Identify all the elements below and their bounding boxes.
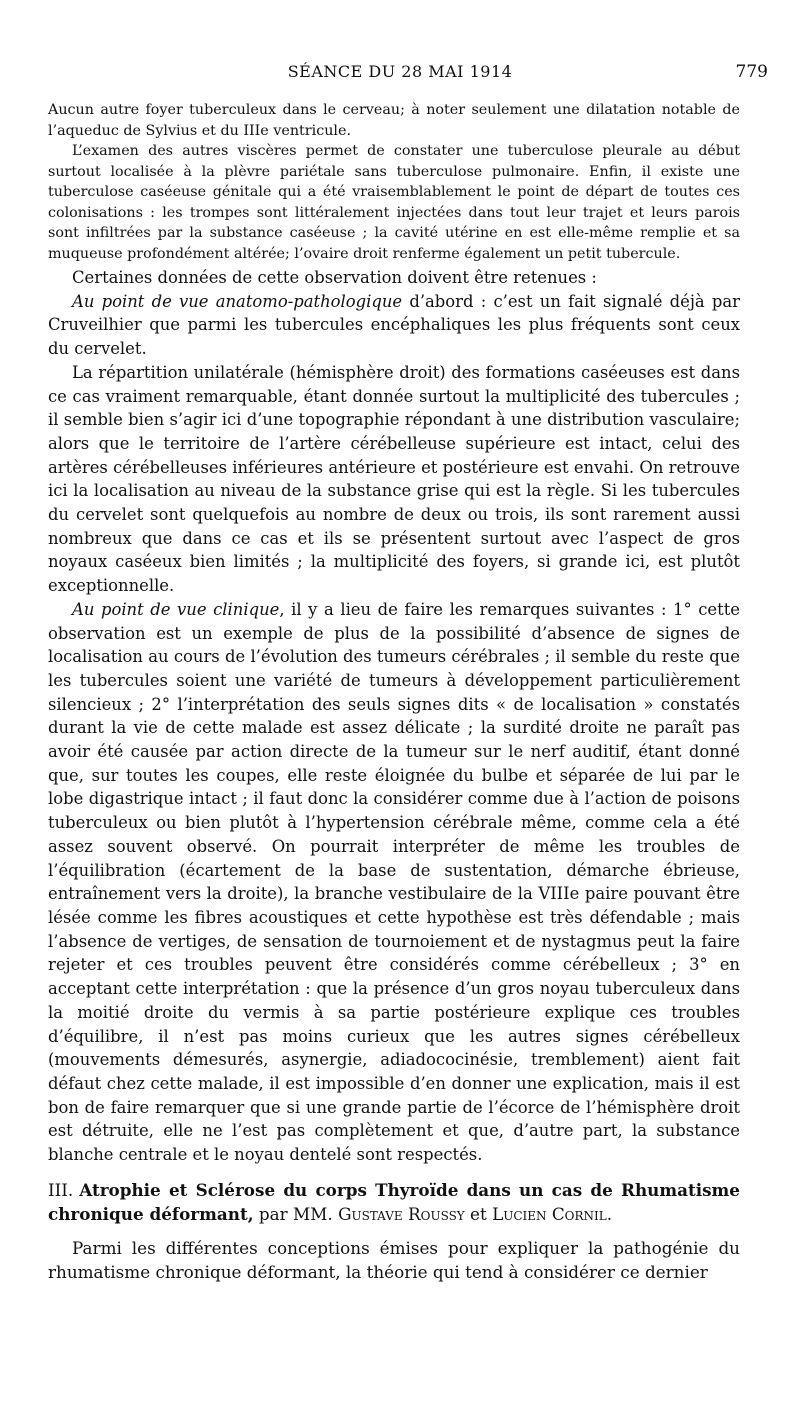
section-title: Atrophie et Sclérose du corps Thyroïde dans un cas de Rhumatisme chronique déformant, xyxy=(48,1180,740,1224)
body-paragraph-4-text: , il y a lieu de faire les remarques suivantes : 1° cette observation est un exemple de plus de la possibilité d’absence de signes de localisation au cours de l’évolution des tumeurs cérébrales ; il semble du reste que les tubercules soient une variété de tumeurs à développement particulièrement silencieux ; 2° l’interprétation des seuls signes dits « de localisation » constatés durant la vie de cette malade est assez délicate ; la surdité droite ne paraît pas avoir été causée par action directe de la tumeur sur le nerf auditif, étant donné que, sur toutes les coupes, elle reste éloignée du bulbe et séparée de lui par le lobe digastrique intact ; il faut donc la considérer comme due à l’action de poisons tuberculeux ou bien plutôt à l’hypertension cérébrale même, comme cela a été assez souvent observé. On pourrait interpréter de même les troubles de l’équilibration (écartement de la base de sustentation, démarche ébrieuse, entraînement vers la droite), la branche vestibulaire de la VIIIe paire pouvant être lésée comme les fibres acoustiques et cette hypothèse est très défendable ; mais l’absence de vertiges, de sensation de tournoiement et de nystagmus peut la faire rejeter et ces troubles peuvent être considérés comme cérébelleux ; 3° en acceptant cette interprétation : que la présence d’un gros noyau tuberculeux dans la moitié droite du vermis à sa partie postérieure explique ces troubles d’équilibre, il n’est pas moins curieux que les autres signes cérébelleux (mouvements démesurés, asynergie, adiadococinésie, tremblement) aient fait défaut chez cette malade, il est impossible d’en donner une explication, mais il est bon de faire remarquer que si une grande partie de l’écorce de l’hémisphère droit est détruite, elle ne l’est pas complètement et que, d’autre part, la substance blanche centrale et le noyau dentelé sont respectés. xyxy=(48,599,740,1165)
body-paragraph-4 xyxy=(48,598,740,1167)
italic-heading-clinique: Au point de vue clinique xyxy=(72,599,280,619)
page-number: 779 xyxy=(735,62,768,82)
case-notes-small-print xyxy=(48,100,740,264)
heading-end: . xyxy=(606,1204,613,1224)
body-paragraph-2-text: d’abord : c’est un fait signalé déjà par Cruveilhier que parmi les tubercules encéphaliques les plus fréquents sont ceux du cervelet. xyxy=(48,291,740,359)
author-2: Lucien Cornil xyxy=(492,1204,607,1224)
running-head-title: SÉANCE DU 28 MAI 1914 xyxy=(287,62,513,81)
author-1: Gustave Roussy xyxy=(338,1204,465,1224)
author-separator: et xyxy=(464,1204,493,1224)
body-paragraph-1: Certaines données de cette observation doivent être retenues : xyxy=(72,268,597,287)
body-paragraph-3: La répartition unilatérale (hémisphère droit) des formations caséeuses est dans ce cas vraiment remarquable, étant donnée surtout la multiplicité des tubercules ; il semble bien s’agir ici d’une topographie répondant à une distribution vasculaire; alors que le territoire de l’artère cérébelleuse supérieure est intact, celui des artères cérébelleuses inférieures antérieure et postérieure est envahi. On retrouve ici la localisation au niveau de la substance grise qui est la règle. Si les tubercules du cervelet sont quelquefois au nombre de deux ou trois, ils sont rarement aussi nombreux que dans ce cas et ils se présentent surtout avec l’aspect de gros noyaux caséeux bien limités ; la multiplicité des foyers, si grande ici, est plutôt exceptionnelle. xyxy=(48,362,740,596)
small-paragraph-1: Aucun autre foyer tuberculeux dans le cerveau; à noter seulement une dilatation notable de l’aqueduc de Sylvius et du IIIe ventricule. xyxy=(48,102,740,139)
section-iii xyxy=(48,1178,740,1284)
small-paragraph-2: L’examen des autres viscères permet de constater une tuberculose pleurale au début surtout localisée à la plèvre pariétale sans tuberculose pulmonaire. Enfin, il existe une tuberculose caséeuse génitale qui a été vraisemblablement le point de départ de toutes ces colonisations : les trompes sont littéralement injectées dans tout leur trajet et leurs parois sont infiltrées par la substance caséeuse ; la cavité utérine en est elle-même remplie et sa muqueuse profondément altérée; l’ovaire droit renferme également un petit tubercule. xyxy=(48,143,740,262)
section-byline: par MM. xyxy=(253,1204,339,1224)
section-body-paragraph: Parmi les différentes conceptions émises pour expliquer la pathogénie du rhumatisme chronique déformant, la théorie qui tend à considérer ce dernier xyxy=(48,1238,740,1282)
discussion-body xyxy=(48,266,740,1167)
section-heading xyxy=(48,1178,740,1226)
italic-heading-anatomo: Au point de vue anatomo-pathologique xyxy=(72,291,403,311)
body-paragraph-2 xyxy=(48,290,740,361)
running-head xyxy=(0,62,800,86)
section-numeral: III. xyxy=(48,1180,74,1200)
